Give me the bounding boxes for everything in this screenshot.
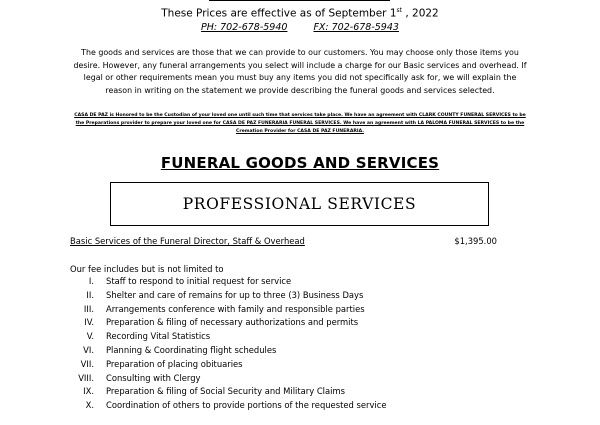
top-rule [209,0,390,2]
item-text: Arrangements conference with family and responsible parties [106,303,365,314]
effective-prefix: These Prices are effective as of September 1 [161,7,397,20]
item-text: Preparation & filing of Social Security and Military Claims [106,386,345,397]
effective-sup: st [396,7,402,14]
list-item [70,399,387,413]
item-number: V. [86,331,94,342]
list-item [70,330,211,344]
item-text: Preparation of placing obituaries [106,358,243,369]
item-text: Planning & Coordinating flight schedules [106,344,277,355]
list-item [70,358,243,372]
list-item [70,303,365,317]
item-number: I. [88,276,94,286]
item-number: X. [85,400,94,411]
effective-suffix: , 2022 [402,7,439,20]
effective-date-line [0,7,600,20]
phone-number: PH: 702-678-5940 [201,22,288,33]
item-number: III. [83,303,94,314]
basic-service-price: $1,395.00 [454,236,497,246]
basic-service-row [70,236,497,246]
item-text: Recording Vital Statistics [106,331,211,342]
fax-number: FX: 702-678-5943 [313,22,399,33]
item-text: Preparation & filing of necessary authorizations and permits [106,317,359,328]
item-text: Staff to respond to initial request for service [106,276,292,286]
item-number: VII. [80,358,94,369]
contact-line [0,22,600,33]
list-item [70,344,277,358]
item-number: IX. [83,386,94,397]
item-number: IV. [84,317,94,328]
list-item [70,316,359,330]
item-number: VI. [83,344,94,355]
item-number: II. [86,289,94,300]
basic-service-label: Basic Services of the Funeral Director, Staff & Overhead [70,236,305,246]
fee-intro: Our fee includes but is not limited to [70,264,224,274]
item-text: Shelter and care of remains for up to three (3) Business Days [106,289,364,300]
item-text: Consulting with Clergy [106,372,201,383]
box-title: PROFESSIONAL SERVICES [182,195,417,213]
fee-list [70,275,387,413]
item-number: VIII. [78,372,94,383]
section-heading: FUNERAL GOODS AND SERVICES [160,154,440,172]
list-item [70,275,292,289]
item-text: Coordination of others to provide portions of the requested service [106,400,387,411]
list-item [70,289,364,303]
professional-services-box [110,182,489,226]
custodian-notice: CASA DE PAZ is Honored to be the Custodian of your loved one until such time that services take place. We have an agreement with CLARK COUNTY FUNERAL SERVICES to be the Preparations provider to prepare your loved one for CASA DE PAZ FUNERARIA FUNERAL SERVICES. We have an agreement with LA PALOMA FUNERAL SERVICES to be the Cremation Provider for CASA DE PAZ FUNERARIA. [74,113,526,134]
list-item [70,385,345,399]
list-item [70,372,201,386]
intro-paragraph: The goods and services are those that we can provide to our customers. You may choose only those items you desire. However, any funeral arrangements you select will include a charge for our Basic services and overhead. If legal or other requirements mean you must buy any items you did not specifically ask for, we will explain the reason in writing on the statement we provide describing the funeral goods and services selected. [73,48,527,95]
